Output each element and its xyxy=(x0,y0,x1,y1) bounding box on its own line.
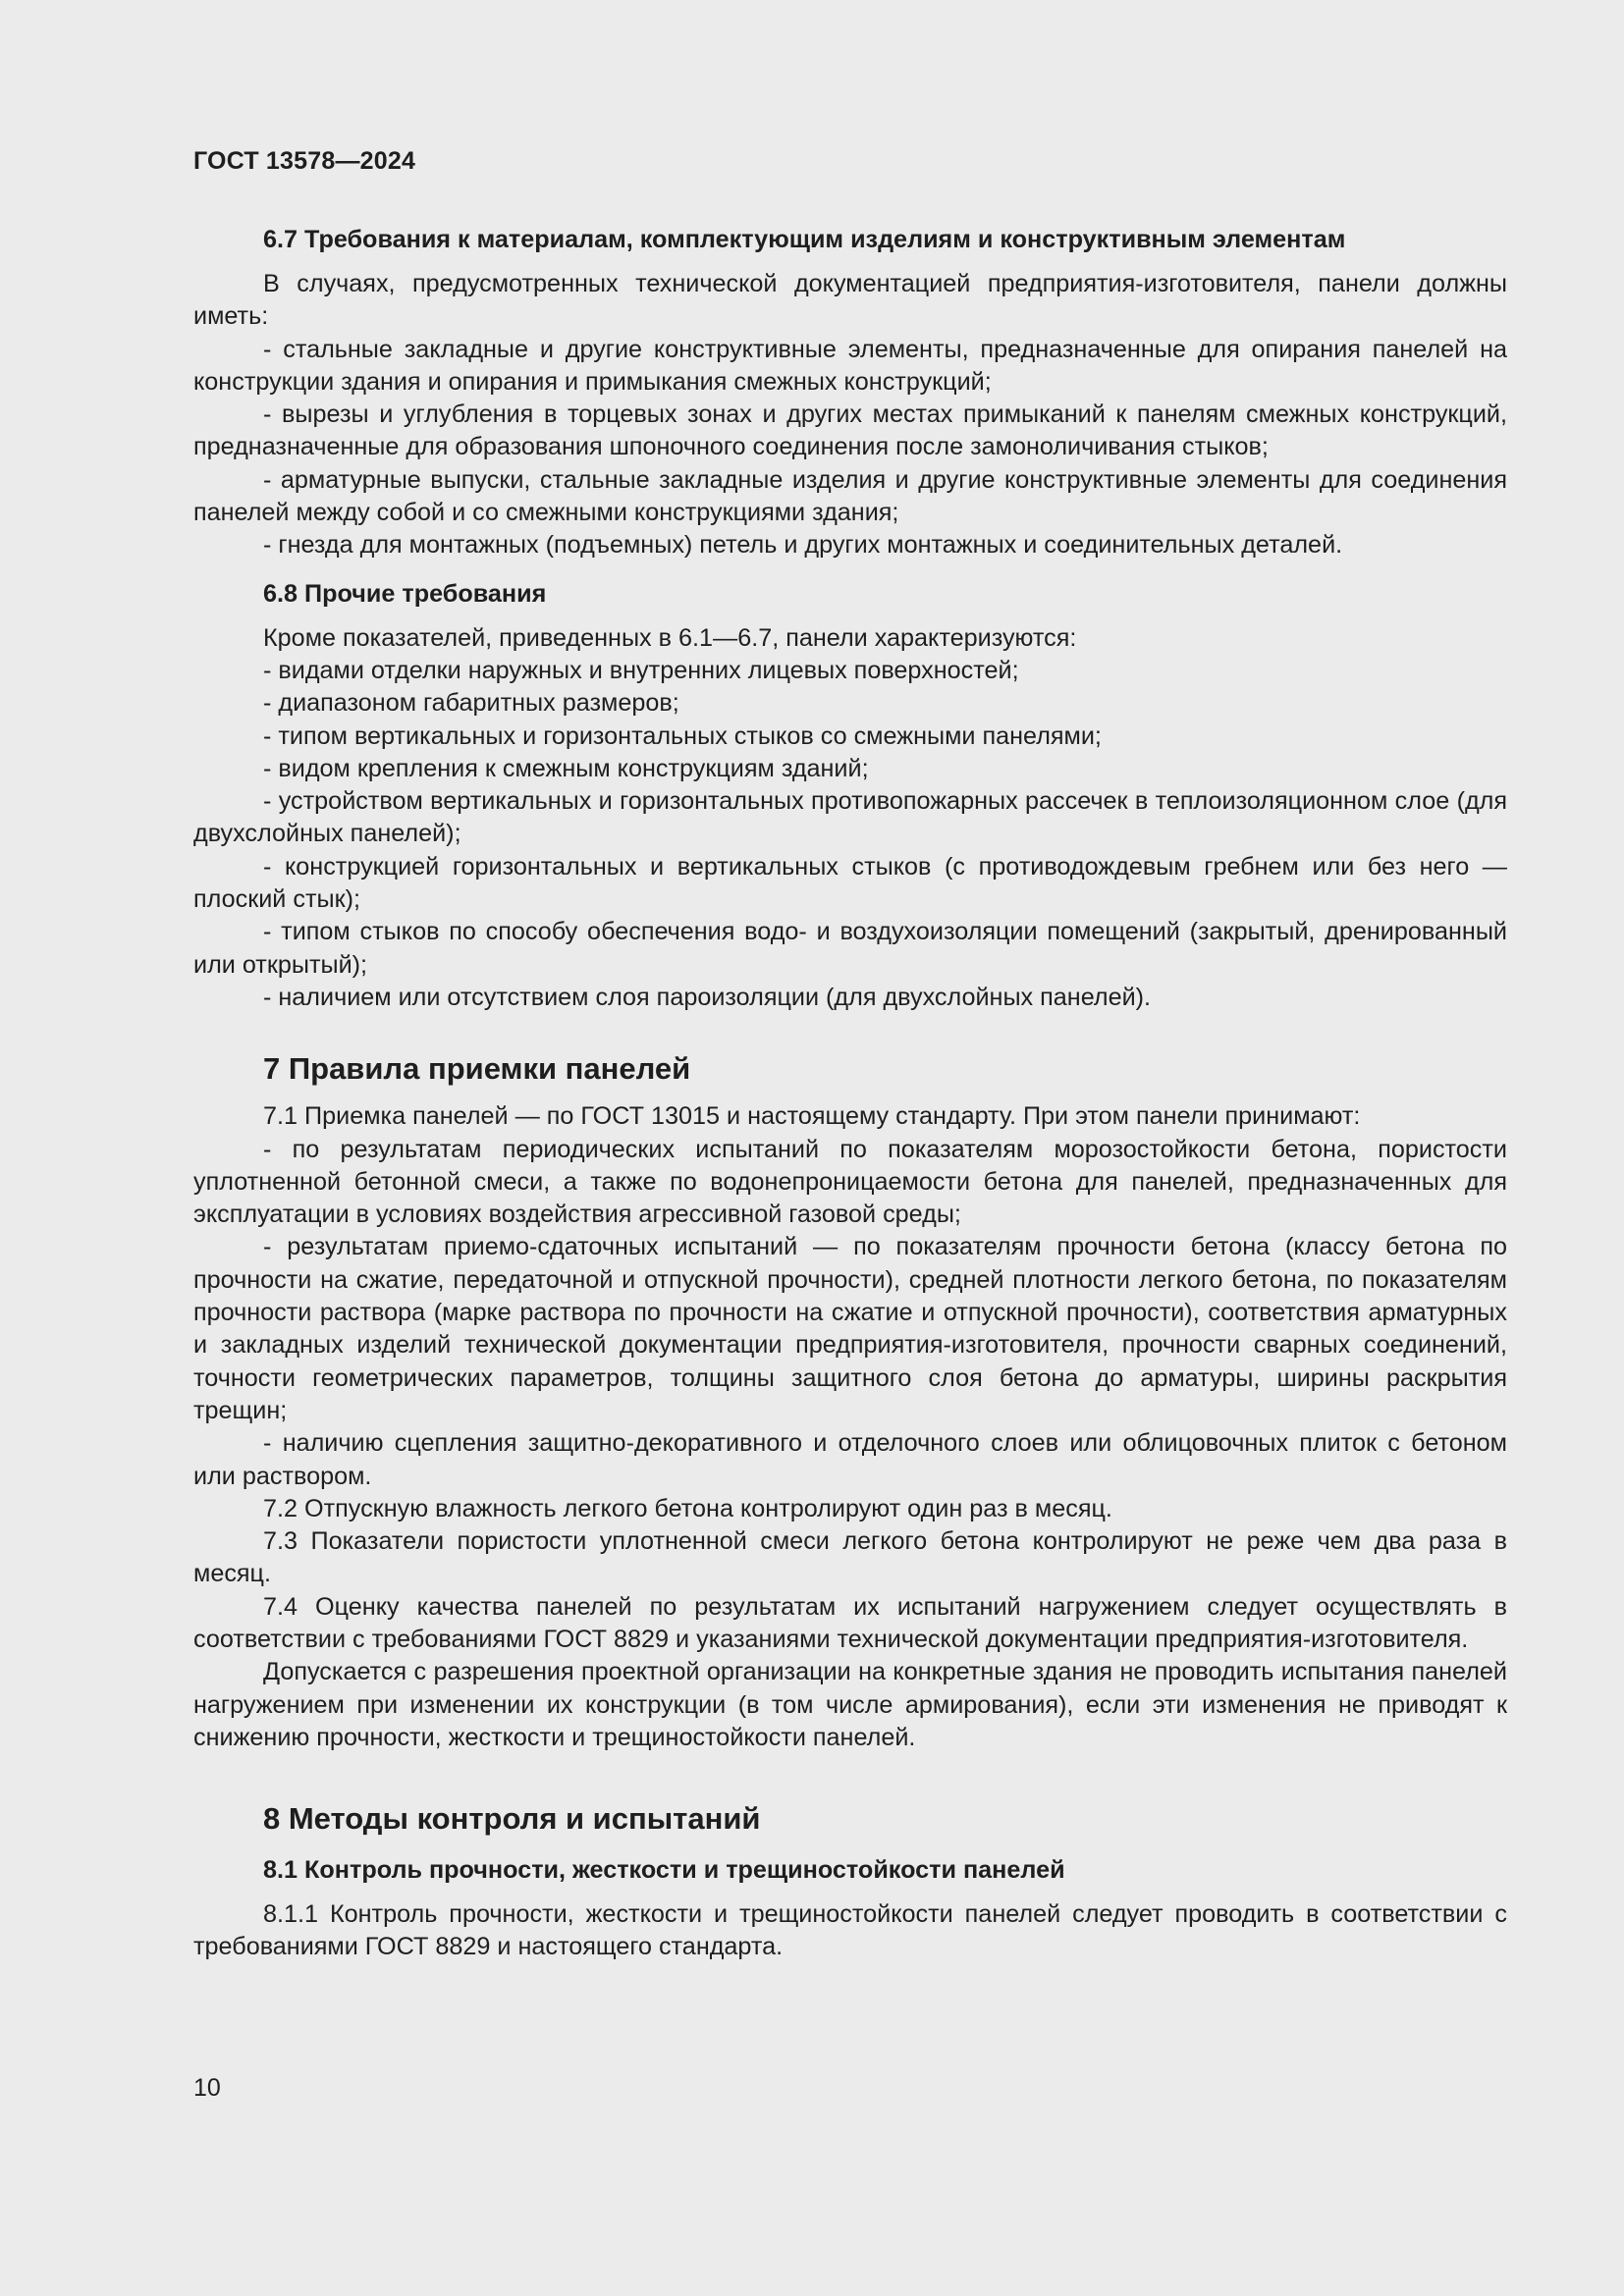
section-6-7-item-2: - вырезы и углубления в торцевых зонах и других местах примыканий к панелям смежных конструкций, предназначенные для образования шпоночного соединения после замоноличивания стыков; xyxy=(193,400,1507,461)
section-6-8-heading: 6.8 Прочие требования xyxy=(263,579,547,608)
section-6-8-intro: Кроме показателей, приведенных в 6.1—6.7, панели характеризуются: xyxy=(263,623,1077,652)
section-7-heading: 7 Правила приемки панелей xyxy=(263,1051,691,1087)
clause-7-4: 7.4 Оценку качества панелей по результатам их испытаний нагружением следует осуществлять в соответствии с требованиями ГОСТ 8829 и указаниями технической документации предприятия-изготовителя. xyxy=(193,1592,1507,1653)
page-number: 10 xyxy=(193,2074,221,2102)
section-8-heading: 8 Методы контроля и испытаний xyxy=(263,1801,761,1837)
clause-7-2: 7.2 Отпускную влажность легкого бетона контролируют один раз в месяц. xyxy=(263,1494,1112,1522)
clause-7-1: 7.1 Приемка панелей — по ГОСТ 13015 и настоящему стандарту. При этом панели принимают: xyxy=(263,1102,1361,1131)
document-page xyxy=(193,0,1507,2296)
clause-7-1-item-1: - по результатам периодических испытаний по показателям морозостойкости бетона, пористости уплотненной бетонной смеси, а также по водонепроницаемости бетона для панелей, предназначенных для эксплуатации в условиях воздействия агрессивной газовой среды; xyxy=(193,1135,1507,1229)
section-6-8-item-8: - наличием или отсутствием слоя пароизоляции (для двухслойных панелей). xyxy=(263,983,1152,1011)
section-6-7-item-1: - стальные закладные и другие конструктивные элементы, предназначенные для опирания панелей на конструкции здания и опирания и примыкания смежных конструкций; xyxy=(193,335,1507,396)
section-6-8-item-6: - конструкцией горизонтальных и вертикальных стыков (с противодождевым гребнем или без него — плоский стык); xyxy=(193,852,1507,914)
section-6-8-item-2: - диапазоном габаритных размеров; xyxy=(263,689,679,718)
section-6-8-item-4: - видом крепления к смежным конструкциям зданий; xyxy=(263,754,869,782)
clause-7-3: 7.3 Показатели пористости уплотненной смеси легкого бетона контролируют не реже чем два раза в месяц. xyxy=(193,1527,1507,1588)
section-6-7-item-4: - гнезда для монтажных (подъемных) петель и других монтажных и соединительных деталей. xyxy=(263,531,1343,560)
clause-7-4-note: Допускается с разрешения проектной организации на конкретные здания не проводить испытания панелей нагружением при изменении их конструкции (в том числе армирования), если эти изменения не приводят к снижению прочности, жесткости и трещиностойкости панелей. xyxy=(193,1658,1507,1751)
section-6-8-item-1: - видами отделки наружных и внутренних лицевых поверхностей; xyxy=(263,656,1019,684)
document-body xyxy=(193,224,1507,1964)
section-6-8-item-3: - типом вертикальных и горизонтальных стыков со смежными панелями; xyxy=(263,721,1102,750)
section-6-7-intro: В случаях, предусмотренных технической документацией предприятия-изготовителя, панели должны иметь: xyxy=(193,270,1507,331)
clause-8-1-1: 8.1.1 Контроль прочности, жесткости и трещиностойкости панелей следует проводить в соответствии с требованиями ГОСТ 8829 и настоящего стандарта. xyxy=(193,1900,1507,1961)
clause-7-1-item-3: - наличию сцепления защитно-декоративного и отделочного слоев или облицовочных плиток с бетоном или раствором. xyxy=(193,1429,1507,1490)
section-8-1-heading: 8.1 Контроль прочности, жесткости и трещиностойкости панелей xyxy=(263,1856,1065,1885)
section-6-7-item-3: - арматурные выпуски, стальные закладные изделия и другие конструктивные элементы для соединения панелей между собой и со смежными конструкциями здания; xyxy=(193,465,1507,527)
section-6-8-item-7: - типом стыков по способу обеспечения водо- и воздухоизоляции помещений (закрытый, дренированный или открытый); xyxy=(193,918,1507,979)
section-6-7-heading: 6.7 Требования к материалам, комплектующим изделиям и конструктивным элементам xyxy=(263,226,1346,253)
section-6-8-item-5: - устройством вертикальных и горизонтальных противопожарных рассечек в теплоизоляционном слое (для двухслойных панелей); xyxy=(193,787,1507,848)
clause-7-1-item-2: - результатам приемо-сдаточных испытаний — по показателям прочности бетона (классу бетона по прочности на сжатие, передаточной и отпускной прочности), средней плотности легкого бетона, по показателям прочности раствора (марке раствора по прочности на сжатие и отпускной прочности), соответствия арматурных и закладных изделий технической документации предприятия-изготовителя, прочности сварных соединений, точности геометрических параметров, толщины защитного слоя бетона до арматуры, ширины раскрытия трещин; xyxy=(193,1233,1507,1424)
document-header: ГОСТ 13578—2024 xyxy=(193,147,416,175)
